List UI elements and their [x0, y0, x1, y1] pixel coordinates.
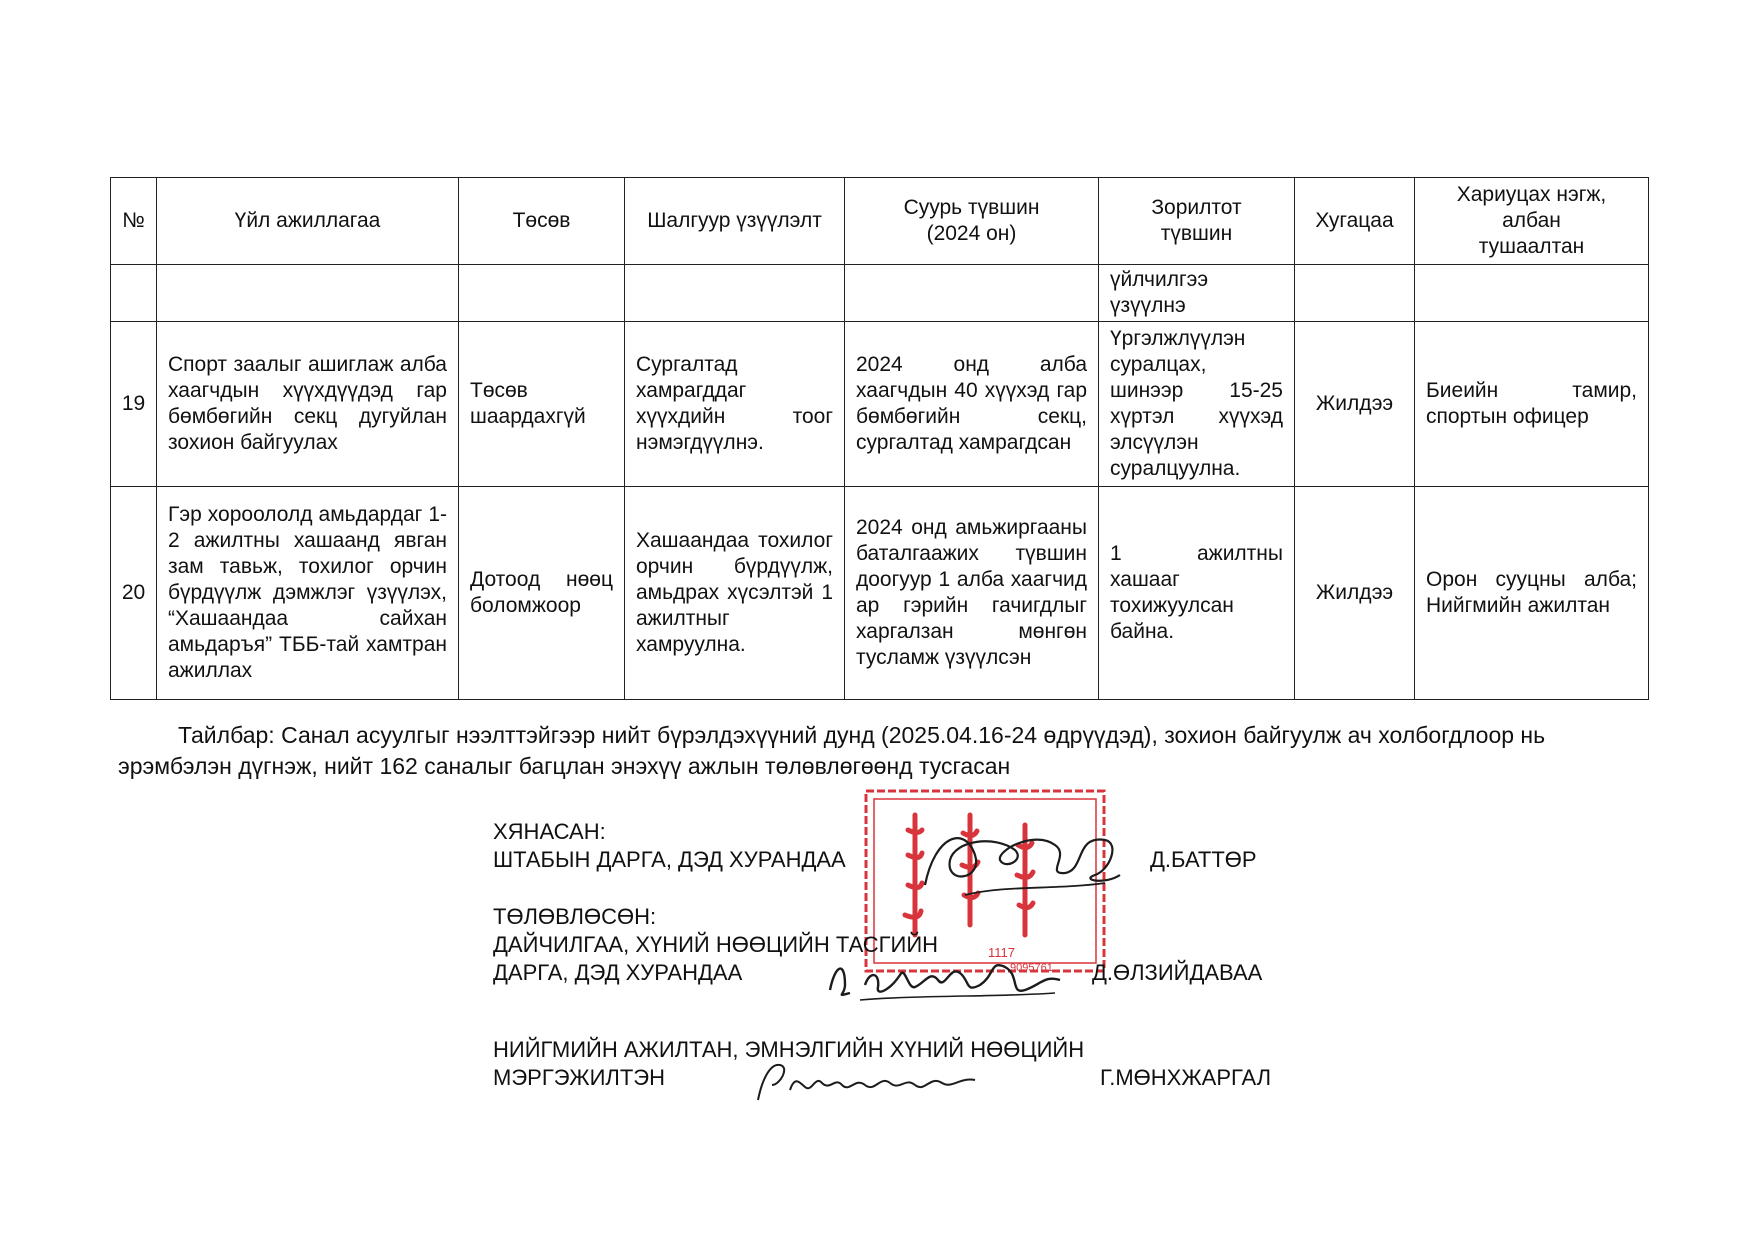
cell-responsible: Орон сууцны алба; Нийгмийн ажилтан: [1415, 487, 1649, 700]
cell-baseline: 2024 онд амьжиргааны баталгаажих түвшин доогуур 1 алба хаагчид ар гэрийн гачигдлыг харгалзан мөнгөн тусламж үзүүлсэн: [845, 487, 1099, 700]
reviewed-name: Д.БАТТӨР: [1150, 847, 1257, 872]
planned-heading: ТӨЛӨВЛӨСӨН:: [493, 904, 657, 929]
stamp-number: 1117: [988, 945, 1015, 960]
social-name: Г.МӨНХЖАРГАЛ: [1100, 1065, 1272, 1090]
header-baseline: Суурь түвшин (2024 он): [845, 178, 1099, 265]
cell-target-continuation: үйлчилгээ үзүүлнэ: [1099, 265, 1295, 322]
cell-indicator: Сургалтад хамрагддаг хүүхдийн тоог нэмэгдүүлнэ.: [625, 322, 845, 487]
cell-activity: Спорт заалыг ашиглаж алба хаагчдын хүүхдүүдэд гар бөмбөгийн секц дугуйлан зохион байгуулах: [157, 322, 459, 487]
header-indicator: Шалгуур үзүүлэлт: [625, 178, 845, 265]
cell-empty: [459, 265, 625, 322]
action-plan-table: [110, 177, 1649, 700]
footnote: Тайлбар: Санал асуулгыг нээлттэйгээр нийт бүрэлдэхүүний дунд (2025.04.16-24 өдрүүдэд), зохион байгуулж ач холбогдлоор нь эрэмбэлэн дүгнэж, нийт 162 саналыг багцлан энэхүү ажлын төлөвлөгөөнд тусгасан: [118, 722, 1546, 779]
table-row: [111, 487, 1649, 700]
reviewed-heading: ХЯНАСАН:: [493, 819, 606, 844]
cell-empty: [625, 265, 845, 322]
planned-position-line1: ДАЙЧИЛГАА, ХҮНИЙ НӨӨЦИЙН ТАСГИЙН: [493, 932, 939, 957]
cell-empty: [157, 265, 459, 322]
header-no: №: [111, 178, 157, 265]
table-row: [111, 322, 1649, 487]
cell-budget: Төсөв шаардахгүй: [459, 322, 625, 487]
cell-budget: Дотоод нөөц боломжоор: [459, 487, 625, 700]
header-budget: Төсөв: [459, 178, 625, 265]
table-row-continuation: [111, 265, 1649, 322]
table-header-row: [111, 178, 1649, 265]
cell-no: 19: [111, 322, 157, 487]
header-responsible: Хариуцах нэгж, албан тушаалтан: [1415, 178, 1649, 265]
cell-indicator: Хашаандаа тохилог орчин бүрдүүлж, амьдрах хүсэлтэй 1 ажилтныг хамруулна.: [625, 487, 845, 700]
header-deadline: Хугацаа: [1295, 178, 1415, 265]
cell-baseline: 2024 онд алба хаагчдын 40 хүүхэд гар бөмбөгийн секц, сургалтад хамрагдсан: [845, 322, 1099, 487]
cell-target: Үргэлжлүүлэн суралцах, шинээр 15-25 хүртэл хүүхэд элсүүлэн суралцуулна.: [1099, 322, 1295, 487]
signature-baattor: [905, 815, 1135, 900]
planned-position-line2: ДАРГА, ДЭД ХУРАНДАА: [493, 960, 743, 985]
cell-responsible: Биеийн тамир, спортын офицер: [1415, 322, 1649, 487]
signature-monkhjargal: [750, 1055, 990, 1105]
cell-empty: [1415, 265, 1649, 322]
cell-deadline: Жилдээ: [1295, 322, 1415, 487]
header-target: Зорилтот түвшин: [1099, 178, 1295, 265]
cell-no: 20: [111, 487, 157, 700]
cell-empty: [111, 265, 157, 322]
stamp-number-2: 9095761: [1010, 962, 1053, 974]
cell-target: 1 ажилтны хашааг тохижуулсан байна.: [1099, 487, 1295, 700]
signature-olziidavaa: [820, 945, 1080, 1005]
cell-empty: [845, 265, 1099, 322]
social-position-line1: НИЙГМИЙН АЖИЛТАН, ЭМНЭЛГИЙН ХҮНИЙ НӨӨЦИЙН: [493, 1037, 1085, 1062]
planned-name: Д.ӨЛЗИЙДАВАА: [1092, 960, 1263, 985]
social-position-line2: МЭРГЭЖИЛТЭН: [493, 1065, 665, 1090]
header-activity: Үйл ажиллагаа: [157, 178, 459, 265]
cell-deadline: Жилдээ: [1295, 487, 1415, 700]
cell-empty: [1295, 265, 1415, 322]
cell-activity: Гэр хороололд амьдардаг 1-2 ажилтны хашаанд явган зам тавьж, тохилог орчин бүрдүүлж дэмжлэг үзүүлэх, “Хашаандаа сайхан амьдаръя” ТББ-тай хамтран ажиллах: [157, 487, 459, 700]
reviewed-position: ШТАБЫН ДАРГА, ДЭД ХУРАНДАА: [493, 847, 846, 872]
